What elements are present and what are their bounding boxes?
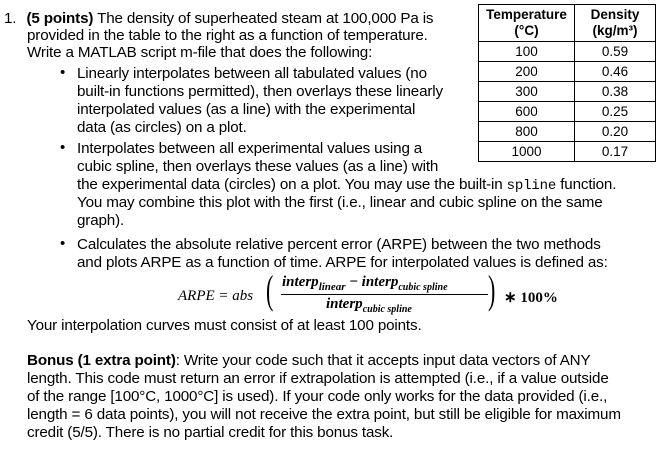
spline-code: spline: [506, 178, 557, 194]
intro-line-3: Write a MATLAB script m-file that does the following:: [27, 44, 373, 61]
formula-left-paren: (: [266, 267, 274, 312]
problem-points: (5 points): [26, 10, 94, 27]
header-density: [575, 5, 656, 42]
bullet-1-line-3: interpolated values (as a line) with the experimental: [77, 101, 416, 118]
denominator-interp: interp: [326, 296, 363, 312]
bonus-line-5: credit (5/5). There is no partial credit for this bonus task.: [27, 424, 394, 441]
bullet-2-line-5: graph).: [77, 212, 125, 229]
intro-line-2: provided in the table to the right as a function of temperature.: [27, 27, 428, 44]
bonus-label: Bonus (1 extra point): [27, 352, 176, 369]
bonus-text-1: : Write your code such that it accepts input data vectors of ANY: [175, 352, 591, 369]
formula-lhs: ARPE = abs: [178, 288, 254, 304]
bonus-line-3: of the range [100°C, 1000°C] is used). If your code only works for the data provided (i.e.,: [27, 388, 608, 405]
density-cell: 0.17: [575, 142, 656, 162]
temperature-cell: 600: [479, 102, 575, 122]
bullet-1-line-1: Linearly interpolates between all tabulated values (no: [77, 65, 427, 82]
bullet-3-dot: •: [60, 235, 66, 252]
header-temperature-unit: (°C): [514, 23, 539, 38]
table-row: [479, 42, 656, 62]
problem-line-1: [4, 10, 433, 28]
bonus-line-2: length. This code must return an error if extrapolation is attempted (i.e., if a value outside: [27, 370, 609, 387]
bullet-3-line-1: Calculates the absolute relative percent error (ARPE) between the two methods: [77, 236, 601, 253]
steam-density-table: [478, 4, 656, 162]
temperature-cell: 300: [479, 82, 575, 102]
formula-times-percent: ∗ 100%: [504, 290, 558, 306]
header-temperature-label: Temperature: [486, 7, 567, 22]
header-density-unit: (kg/m³): [592, 23, 638, 38]
density-cell: 0.46: [575, 62, 656, 82]
numerator-interp-b: interp: [361, 274, 399, 290]
bullet-2-line-1: Interpolates between all experimental values using a: [77, 140, 423, 157]
table-row: [479, 82, 656, 102]
numerator-sub-cubic: cubic spline: [398, 282, 448, 293]
bullet-2-dot: •: [60, 139, 66, 156]
numerator-sub-linear: linear: [318, 281, 346, 293]
header-temperature: [479, 5, 575, 42]
bullet-3-line-2: and plots ARPE as a function of time. ARPE for interpolated values is defined as:: [77, 254, 608, 271]
table-row: [479, 62, 656, 82]
table-header-row: [479, 5, 656, 42]
header-density-label: Density: [590, 7, 640, 22]
numerator-interp-a: interp: [282, 274, 319, 290]
bonus-line-4: length = 6 data points), you will not receive the extra point, but still be eligible for maximum: [27, 406, 621, 423]
denominator-sub-cubic: cubic spline: [362, 304, 412, 315]
table-row: [479, 102, 656, 122]
bullet-1-line-4: data (as circles) on a plot.: [77, 119, 247, 136]
fraction-bar: [281, 294, 488, 295]
density-cell: 0.25: [575, 102, 656, 122]
density-cell: 0.38: [575, 82, 656, 102]
table-row: [479, 142, 656, 162]
bullet-1-line-2: built-in functions permitted), then overlays these linearly: [77, 83, 443, 100]
formula-numerator: [282, 274, 448, 293]
problem-number: 1.: [4, 10, 17, 27]
bonus-line-1: [27, 352, 590, 370]
temperature-cell: 200: [479, 62, 575, 82]
table-row: [479, 122, 656, 142]
numerator-minus: −: [345, 274, 362, 290]
bullet-2-line-3-post: function.: [556, 176, 617, 193]
temperature-cell: 800: [479, 122, 575, 142]
density-cell: 0.20: [575, 122, 656, 142]
temperature-cell: 100: [479, 42, 575, 62]
requirement-line: Your interpolation curves must consist of at least 100 points.: [27, 317, 422, 334]
bullet-1-dot: •: [60, 64, 66, 81]
intro-line-1: The density of superheated steam at 100,000 Pa is: [93, 10, 434, 27]
bullet-2-line-3: [77, 176, 616, 195]
temperature-cell: 1000: [479, 142, 575, 162]
bullet-2-line-2: cubic spline, then overlays these values (as a line) with: [77, 158, 439, 175]
bullet-2-line-4: You may combine this plot with the first (i.e., linear and cubic spline on the same: [77, 194, 603, 211]
bullet-2-line-3-pre: the experimental data (circles) on a plot. You may use the built-in: [77, 176, 507, 193]
density-cell: 0.59: [575, 42, 656, 62]
formula-denominator: [326, 296, 412, 315]
formula-right-paren: ): [488, 267, 496, 312]
